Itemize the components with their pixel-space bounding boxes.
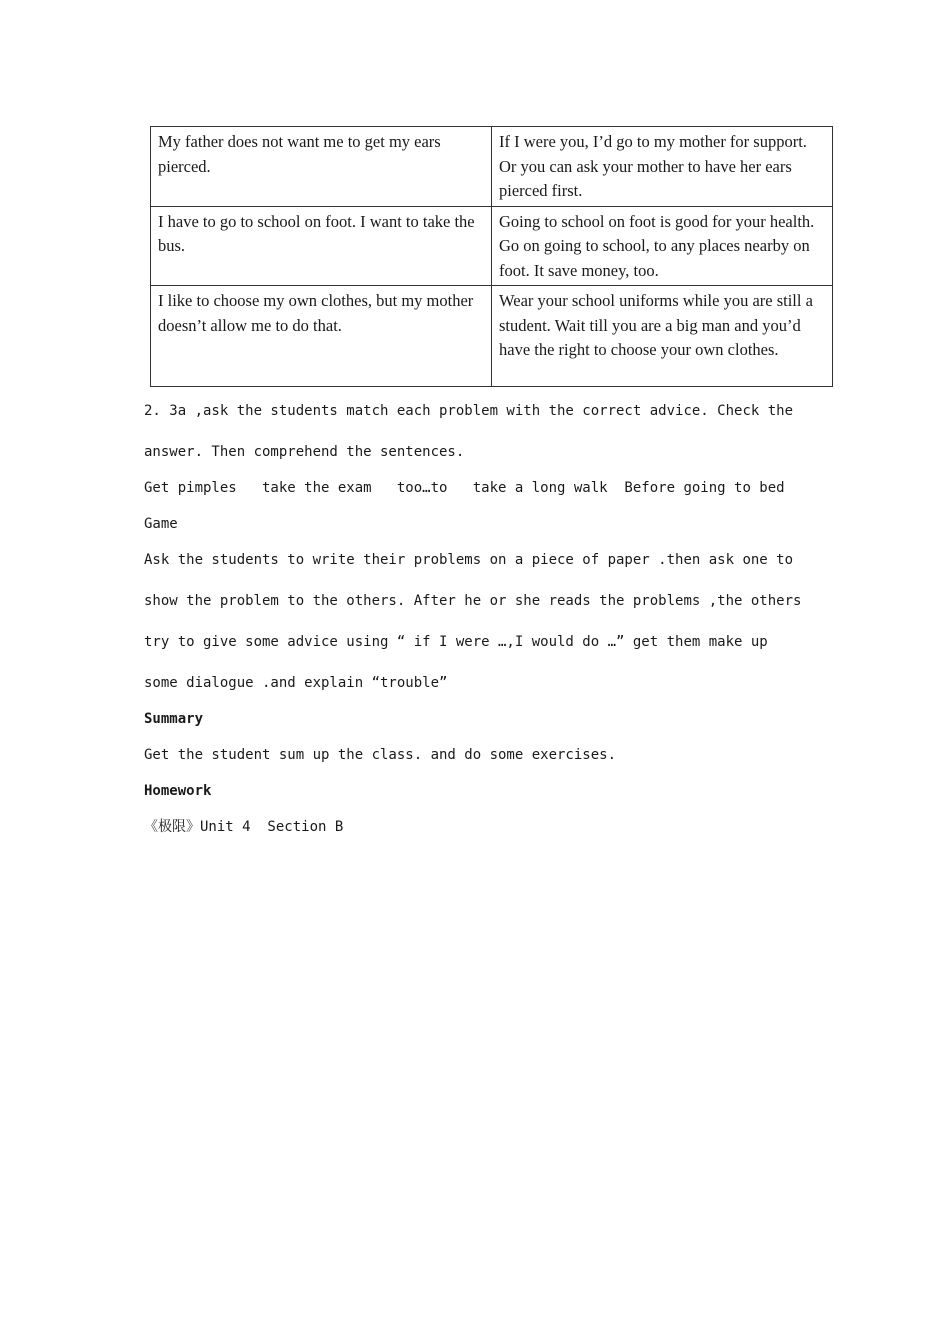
step2-text-line2: answer. Then comprehend the sentences. (144, 444, 465, 460)
step2-text-line1: 2. 3a ,ask the students match each problem with the correct advice. Check the (144, 403, 794, 419)
advice-cell: If I were you, I’d go to my mother for support. Or you can ask your mother to have her ears pierced first. (492, 127, 833, 207)
game-text-line4: some dialogue .and explain “trouble” (144, 675, 448, 691)
game-text-line1: Ask the students to write their problems on a piece of paper .then ask one to (144, 552, 794, 568)
table-row (151, 206, 833, 286)
problem-advice-table (150, 126, 833, 387)
game-text-line3: try to give some advice using “ if I were …,I would do …” get them make up (144, 634, 768, 650)
game-heading: Game (144, 516, 178, 532)
phrase-list: Get pimples take the exam too…to take a long walk Before going to bed (144, 480, 785, 496)
game-text-line2: show the problem to the others. After he or she reads the problems ,the others (144, 593, 802, 609)
problem-cell: I have to go to school on foot. I want to take the bus. (151, 206, 492, 286)
summary-text: Get the student sum up the class. and do some exercises. (144, 747, 617, 763)
problem-cell: My father does not want me to get my ears pierced. (151, 127, 492, 207)
advice-cell: Going to school on foot is good for your health. Go on going to school, to any places nearby on foot. It save money, too. (492, 206, 833, 286)
homework-heading: Homework (144, 783, 212, 799)
table-row (151, 127, 833, 207)
advice-cell: Wear your school uniforms while you are still a student. Wait till you are a big man and you’d have the right to choose your own clothes. (492, 286, 833, 387)
summary-heading: Summary (144, 711, 204, 727)
table-row (151, 286, 833, 387)
problem-cell: I like to choose my own clothes, but my mother doesn’t allow me to do that. (151, 286, 492, 387)
homework-text: 《极限》Unit 4 Section B (144, 819, 344, 835)
